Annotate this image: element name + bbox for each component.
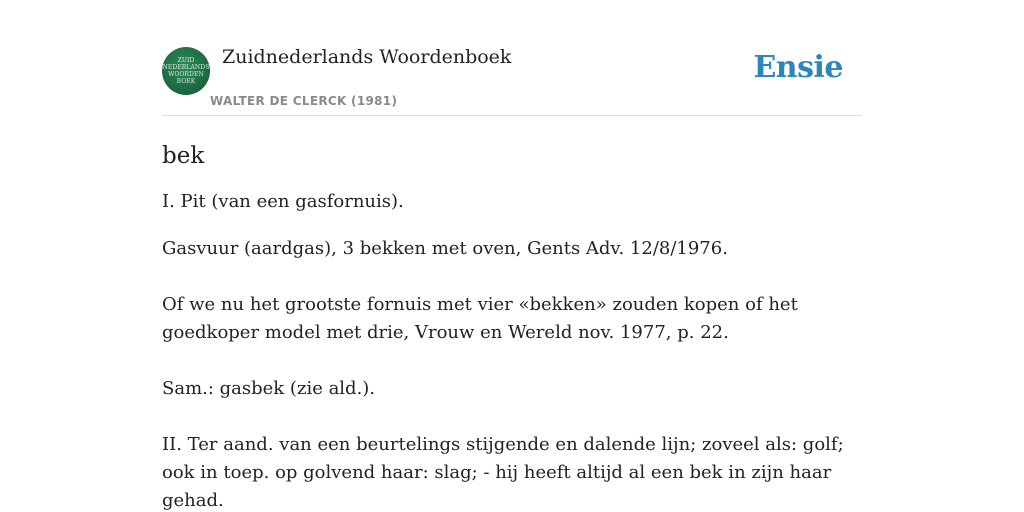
logo-text-line: BOEK [176,78,196,85]
entry-paragraph: Gasvuur (aardgas), 3 bekken met oven, Gents Adv. 12/8/1976. [162,238,728,259]
logo-text-line: NEDERLANDS [162,64,210,71]
entry-paragraph: Sam.: gasbek (zie ald.). [162,378,376,399]
dictionary-logo[interactable] [162,47,210,95]
dictionary-title-link[interactable]: Zuidnederlands Woordenboek [222,46,512,68]
page [162,0,862,512]
entry-headword: bek [162,143,205,169]
entry-paragraph: II. Ter aand. van een beurtelings stijgende en dalende lijn; zoveel als: golf; ook in toep. op golvend haar: slag; - hij heeft altijd al een bek in zijn haar gehad. [162,434,844,511]
dictionary-author: WALTER DE CLERCK (1981) [210,94,398,108]
logo-text-line: WOORDEN [168,71,204,78]
logo-text-line: ZUID [177,57,195,64]
entry-paragraph: Of we nu het grootste fornuis met vier «bekken» zouden kopen of het goedkoper model met drie, Vrouw en Wereld nov. 1977, p. 22. [162,294,798,343]
ensie-brand-link[interactable]: Ensie [753,50,843,85]
page-header [162,46,862,116]
entry-paragraph: I. Pit (van een gasfornuis). [162,191,404,212]
